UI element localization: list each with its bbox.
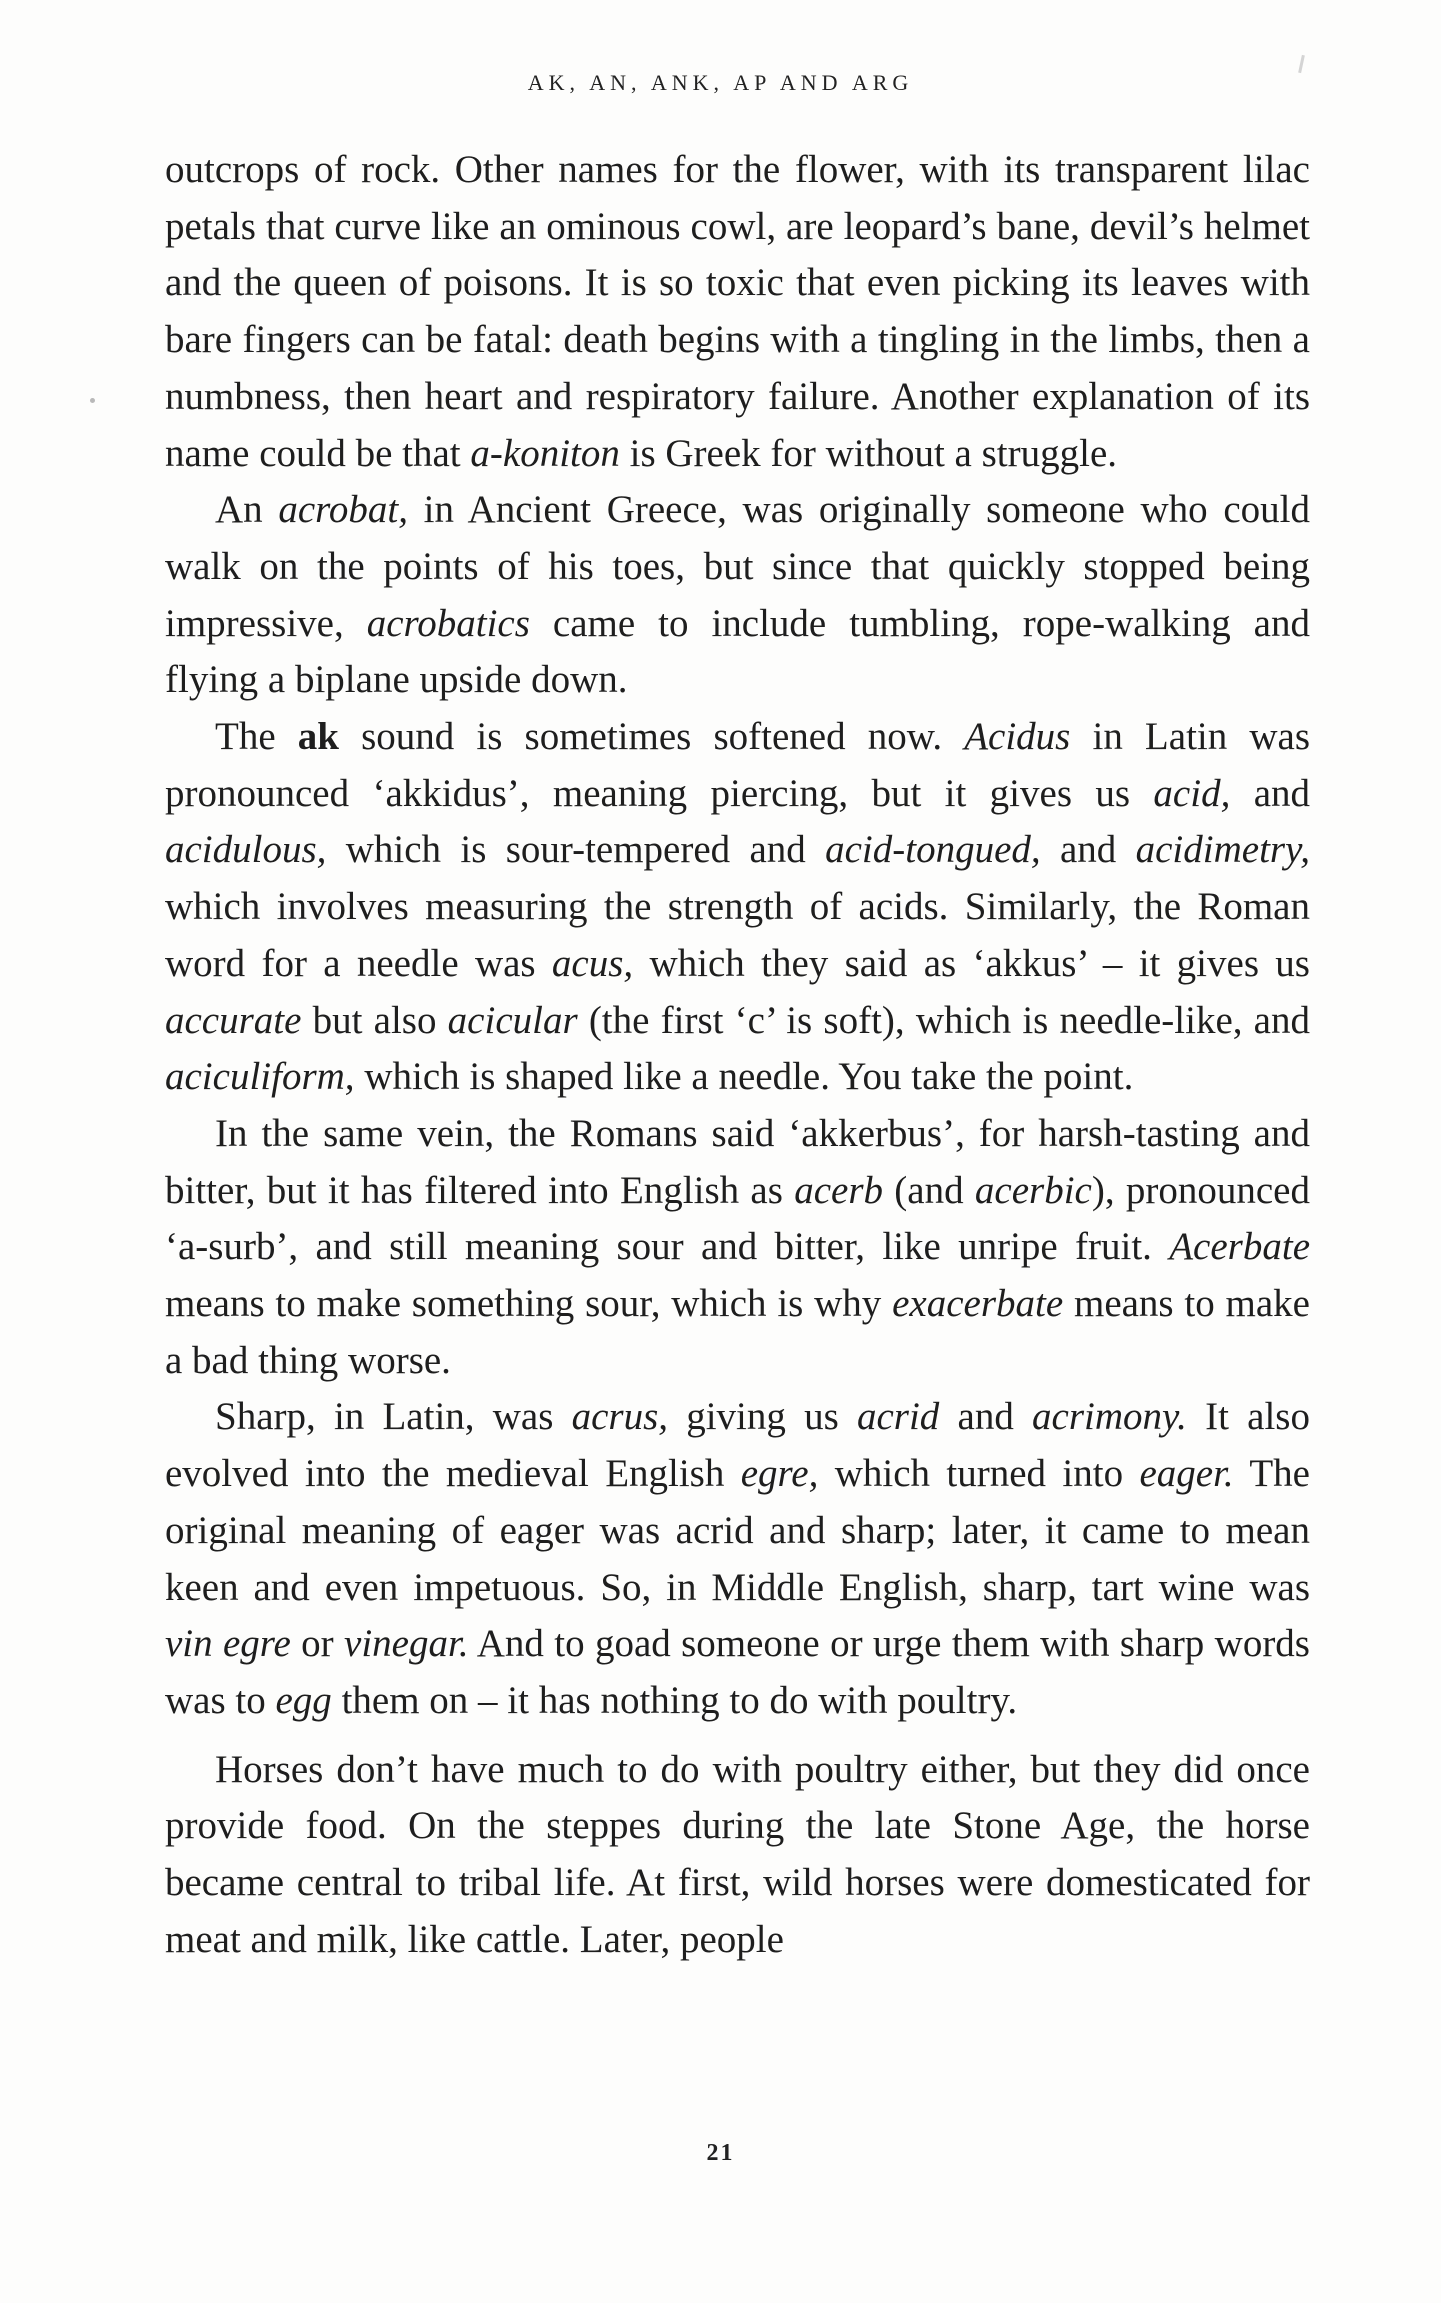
italic-term: Acidus: [964, 715, 1071, 759]
text-run: is Greek for without a struggle.: [619, 431, 1118, 475]
italic-term: vin egre: [165, 1622, 291, 1666]
text-run: means to make a bad thing worse.: [165, 1282, 1310, 1382]
text-run: giving us: [668, 1395, 857, 1439]
text-run: The original meaning of eager was acrid and sharp; later, it came to mean keen and even impetuous. So, in Middle English, sharp, tart wine was: [165, 1452, 1310, 1609]
italic-term: acrus,: [571, 1395, 669, 1439]
text-run: It also evolved into the medieval English: [165, 1395, 1310, 1496]
text-run: which involves measuring the strength of acids. Similarly, the Roman word for a needle was: [165, 885, 1310, 985]
italic-term: Acerbate: [1169, 1225, 1310, 1269]
text-run: and: [1040, 828, 1136, 872]
italic-term: acidimetry,: [1135, 828, 1310, 872]
italic-term: eager.: [1139, 1452, 1234, 1496]
paragraph: [165, 1106, 1310, 1390]
text-run: in Ancient Greece, was originally someone who could walk on the points of his toes, but since that quickly stopped being impressive,: [165, 488, 1311, 645]
text-run: Horses don’t have much to do with poultry either, but they did once provide food. On the steppes during the late Stone Age, the horse became central to tribal life. At first, wild horses were domesticated for meat and milk, like cattle. Later, people: [165, 1747, 1310, 1961]
italic-term: exacerbate: [892, 1282, 1064, 1326]
text-run: and: [1230, 771, 1311, 815]
text-run: And to goad someone or urge them with sharp words was to: [165, 1622, 1310, 1722]
italic-term: acrobatics: [366, 601, 530, 645]
italic-term: acrobat,: [278, 488, 408, 532]
paragraph: [165, 482, 1310, 709]
italic-term: acidulous,: [165, 828, 327, 872]
text-run: Sharp, in Latin, was: [215, 1395, 572, 1439]
italic-term: a-koniton: [470, 431, 620, 475]
text-run: which turned into: [818, 1452, 1140, 1496]
text-run: The: [215, 715, 298, 759]
text-run: came to include tumbling, rope-walking and flying a biplane upside down.: [165, 601, 1310, 702]
italic-term: acerb: [794, 1168, 884, 1212]
paragraph: [165, 142, 1310, 482]
italic-term: acrid: [856, 1395, 940, 1439]
italic-term: aciculiform,: [165, 1055, 355, 1099]
paragraph: [165, 709, 1310, 1106]
text-run: which is shaped like a needle. You take the point.: [354, 1055, 1134, 1099]
text-run: and: [939, 1395, 1033, 1439]
italic-term: vinegar.: [344, 1622, 469, 1666]
body-text: [165, 142, 1310, 1969]
text-run: means to make something sour, which is why: [165, 1282, 893, 1326]
text-run: which they said as ‘akkus’ – it gives us: [633, 941, 1310, 985]
scan-speck: [90, 398, 95, 403]
text-run: ), pronounced ‘a-surb’, and still meaning sour and bitter, like unripe fruit.: [165, 1168, 1310, 1269]
italic-term: acus,: [551, 941, 634, 985]
text-run: them on – it has nothing to do with poultry.: [331, 1678, 1018, 1722]
text-run: or: [290, 1622, 345, 1666]
italic-term: accurate: [165, 998, 302, 1042]
italic-term: egg: [275, 1678, 332, 1722]
italic-term: acid-tongued,: [825, 828, 1041, 872]
paragraph: [165, 1742, 1310, 1969]
text-run: (the first ‘c’ is soft), which is needle-like, and: [577, 998, 1310, 1042]
bold-term: ak: [297, 715, 339, 759]
text-run: sound is sometimes softened now.: [338, 715, 965, 759]
text-run: In the same vein, the Romans said ‘akkerbus’, for harsh-tasting and bitter, but it has filtered into English as: [165, 1111, 1310, 1212]
text-run: but also: [301, 998, 448, 1042]
italic-term: acrimony.: [1032, 1395, 1187, 1439]
running-head: AK, AN, ANK, AP AND ARG: [527, 70, 914, 95]
italic-term: acid,: [1153, 771, 1231, 815]
italic-term: acerbic: [974, 1168, 1092, 1212]
italic-term: egre,: [740, 1452, 819, 1496]
text-run: An: [215, 488, 279, 532]
page-number: 21: [706, 2140, 735, 2166]
paragraph: [165, 1389, 1310, 1729]
text-run: which is sour-tempered and: [326, 828, 826, 872]
italic-term: acicular: [447, 998, 578, 1042]
text-run: in Latin was pronounced ‘akkidus’, meaning piercing, but it gives us: [165, 715, 1311, 815]
text-run: outcrops of rock. Other names for the flower, with its transparent lilac petals that curve like an ominous cowl, are leopard’s bane, devil’s helmet and the queen of poisons. It is so toxic that even picking its leaves with bare fingers can be fatal: death begins with a tingling in the limbs, then a numbness, then heart and respiratory failure. Another explanation of its name could be that: [165, 148, 1310, 475]
text-run: (and: [883, 1168, 975, 1212]
